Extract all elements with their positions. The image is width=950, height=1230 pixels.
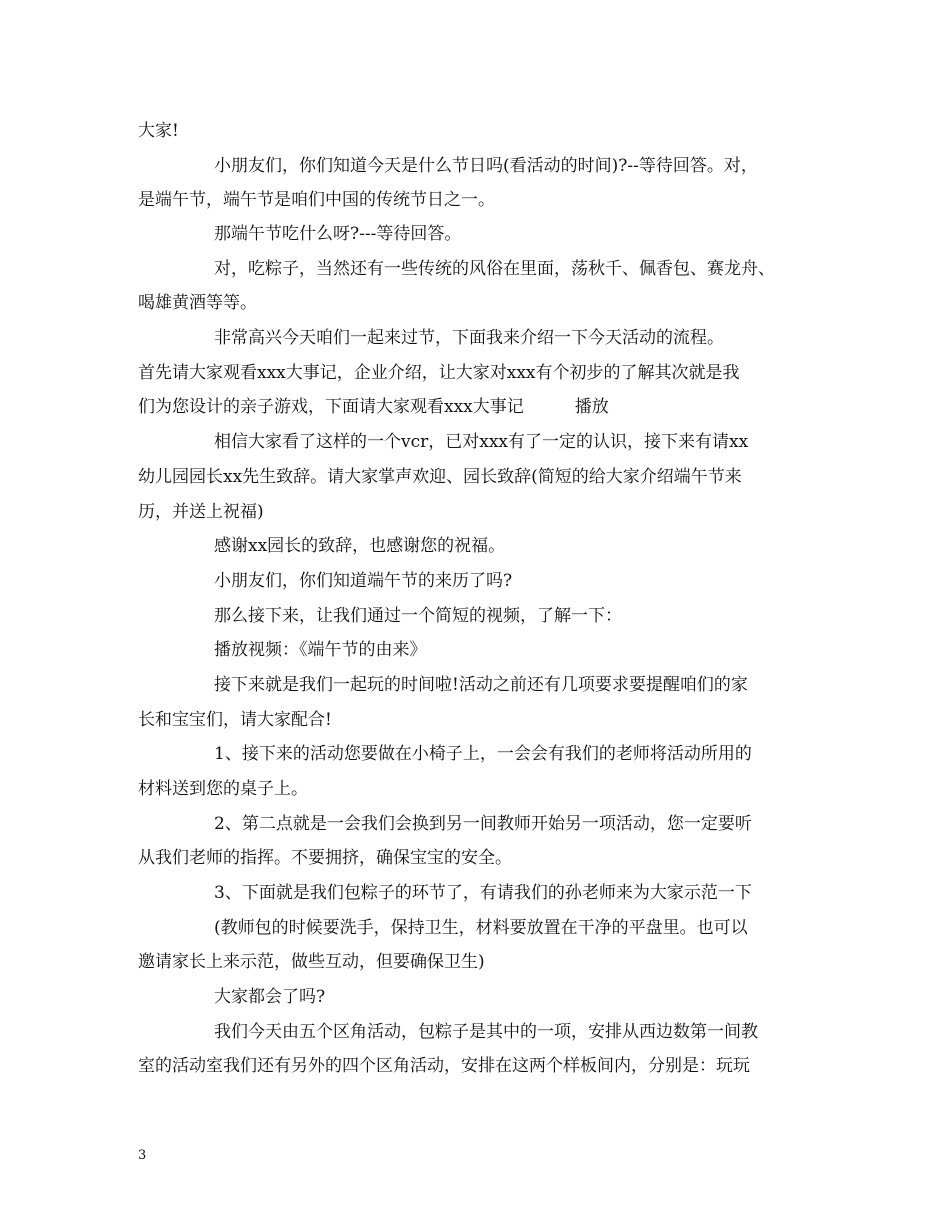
text-line: 对，吃粽子，当然还有一些传统的风俗在里面，荡秋千、佩香包、赛龙舟、	[214, 259, 775, 279]
text-line: 历，并送上祝福)	[138, 502, 264, 522]
text-line: (教师包的时候要洗手，保持卫生，材料要放置在干净的平盘里。也可以	[214, 918, 748, 938]
text-line: 1、接下来的活动您要做在小椅子上，一会会有我们的老师将活动所用的	[214, 744, 752, 764]
text-line: 那端午节吃什么呀?---等待回答。	[214, 224, 462, 244]
text-line: 材料送到您的桌子上。	[138, 779, 308, 799]
text-line: 是端午节，端午节是咱们中国的传统节日之一。	[138, 190, 495, 210]
text-line: 喝雄黄酒等等。	[138, 293, 257, 313]
text-line: 那么接下来，让我们通过一个简短的视频，了解一下：	[214, 606, 622, 626]
text-line: 长和宝宝们，请大家配合!	[138, 710, 332, 730]
text-line: 首先请大家观看xxx大事记，企业介绍，让大家对xxx有个初步的了解其次就是我	[138, 363, 740, 383]
text-line: 们为您设计的亲子游戏，下面请大家观看xxx大事记 播放	[138, 397, 609, 417]
text-line: 幼儿园园长xx先生致辞。请大家掌声欢迎、园长致辞(简短的给大家介绍端午节来	[138, 467, 742, 487]
text-line: 大家!	[138, 121, 179, 141]
text-line: 邀请家长上来示范，做些互动，但要确保卫生)	[138, 952, 485, 972]
text-line: 小朋友们，你们知道端午节的来历了吗?	[214, 571, 513, 591]
text-line: 2、第二点就是一会我们会换到另一间教师开始另一项活动，您一定要听	[214, 814, 752, 834]
text-line: 我们今天由五个区角活动，包粽子是其中的一项，安排从西边数第一间教	[214, 1022, 758, 1042]
text-line: 播放视频：《端午节的由来》	[214, 640, 427, 660]
text-line: 大家都会了吗?	[214, 987, 326, 1007]
text-line: 非常高兴今天咱们一起来过节，下面我来介绍一下今天活动的流程。	[214, 328, 724, 348]
text-line: 相信大家看了这样的一个vcr，已对xxx有了一定的认识，接下来有请xx	[214, 432, 749, 452]
text-line: 3、下面就是我们包粽子的环节了，有请我们的孙老师来为大家示范一下	[214, 883, 752, 903]
text-line: 小朋友们，你们知道今天是什么节日吗(看活动的时间)?--等待回答。对，	[214, 156, 758, 176]
text-line: 接下来就是我们一起玩的时间啦!活动之前还有几项要求要提醒咱们的家	[214, 675, 748, 695]
text-line: 从我们老师的指挥。不要拥挤，确保宝宝的安全。	[138, 848, 512, 868]
text-line: 感谢xx园长的致辞，也感谢您的祝福。	[214, 536, 506, 556]
page-number: 3	[138, 1148, 147, 1163]
text-line: 室的活动室我们还有另外的四个区角活动，安排在这两个样板间内，分别是：玩玩	[138, 1056, 750, 1076]
